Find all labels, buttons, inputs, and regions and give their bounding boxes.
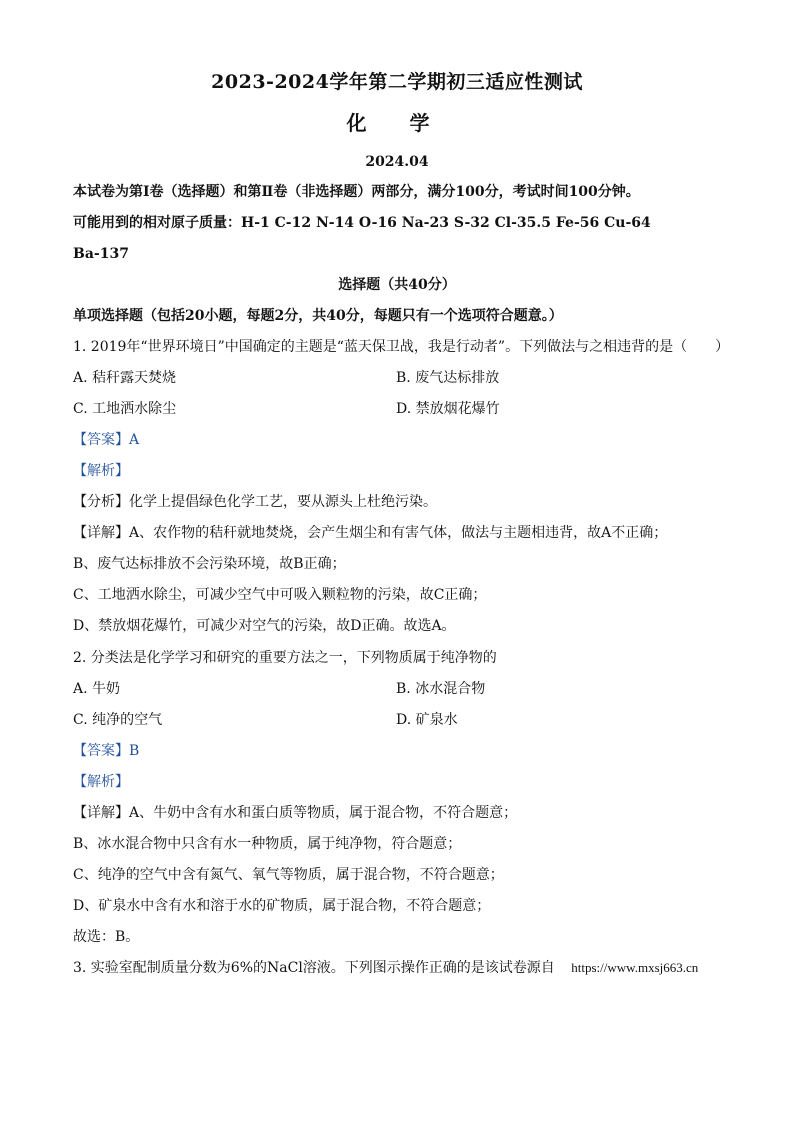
q1-fenxi: 【分析】化学上提倡绿色化学工艺，要从源头上杜绝污染。 [73, 494, 437, 510]
q2-option-a: A. 牛奶 [73, 681, 121, 697]
q1-detail-3: C、工地洒水除尘，可减少空气中可吸入颗粒物的污染，故C正确； [73, 587, 487, 603]
source-url[interactable]: https://www.mxsj663.cn [571, 960, 699, 975]
q2-detail-4: D、矿泉水中含有水和溶于水的矿物质，属于混合物，不符合题意； [73, 898, 491, 914]
exam-title: 2023-2024学年第二学期初三适应性测试 [211, 71, 583, 93]
q1-option-b: B. 废气达标排放 [396, 370, 500, 386]
q2-conclusion: 故选：B。 [73, 929, 140, 945]
q2-stem: 2. 分类法是化学学习和研究的重要方法之一，下列物质属于纯净物的 [73, 650, 497, 666]
subject-title: 化 学 [346, 111, 448, 135]
q1-stem: 1. 2019年“世界环境日”中国确定的主题是“蓝天保卫战，我是行动者”。下列做法与之相违背的是（ ） [73, 339, 730, 355]
q2-detail-2: B、冰水混合物中只含有水一种物质，属于纯净物，符合题意； [73, 836, 462, 852]
q3-stem [73, 958, 698, 978]
q2-option-d: D. 矿泉水 [396, 712, 458, 728]
q2-answer: 【答案】B [73, 743, 140, 759]
q1-analysis-tag: 【解析】 [73, 463, 129, 479]
q1-detail-1: 【详解】A、农作物的秸秆就地焚烧，会产生烟尘和有害气体，做法与主题相违背，故A不正确； [73, 525, 668, 541]
q1-answer: 【答案】A [73, 432, 140, 448]
instructions-line-1: 本试卷为第Ⅰ卷（选择题）和第Ⅱ卷（非选择题）两部分，满分100分，考试时间100分钟。 [73, 184, 640, 200]
q2-option-c: C. 纯净的空气 [73, 712, 163, 728]
instructions-line-3: Ba-137 [73, 246, 129, 262]
section-title: 选择题（共40分） [338, 277, 456, 293]
q2-detail-1: 【详解】A、牛奶中含有水和蛋白质等物质，属于混合物，不符合题意； [73, 805, 518, 821]
q2-detail-3: C、纯净的空气中含有氮气、氧气等物质，属于混合物，不符合题意； [73, 867, 504, 883]
q1-detail-2: B、废气达标排放不会污染环境，故B正确； [73, 556, 346, 572]
instructions-line-2: 可能用到的相对原子质量：H-1 C-12 N-14 O-16 Na-23 S-32 Cl-35.5 Fe-56 Cu-64 [73, 215, 651, 231]
q2-option-b: B. 冰水混合物 [396, 681, 486, 697]
exam-date: 2024.04 [365, 154, 429, 170]
q1-option-c: C. 工地洒水除尘 [73, 401, 177, 417]
q1-option-a: A. 秸秆露天焚烧 [73, 370, 177, 386]
q3-stem-text: 3. 实验室配制质量分数为6%的NaCl溶液。下列图示操作正确的是该试卷源自 [73, 960, 555, 976]
q2-analysis-tag: 【解析】 [73, 774, 129, 790]
section-subtitle: 单项选择题（包括20小题，每题2分，共40分，每题只有一个选项符合题意。） [73, 308, 563, 324]
q1-detail-4: D、禁放烟花爆竹，可减少对空气的污染，故D正确。故选A。 [73, 618, 456, 634]
q1-option-d: D. 禁放烟花爆竹 [396, 401, 500, 417]
